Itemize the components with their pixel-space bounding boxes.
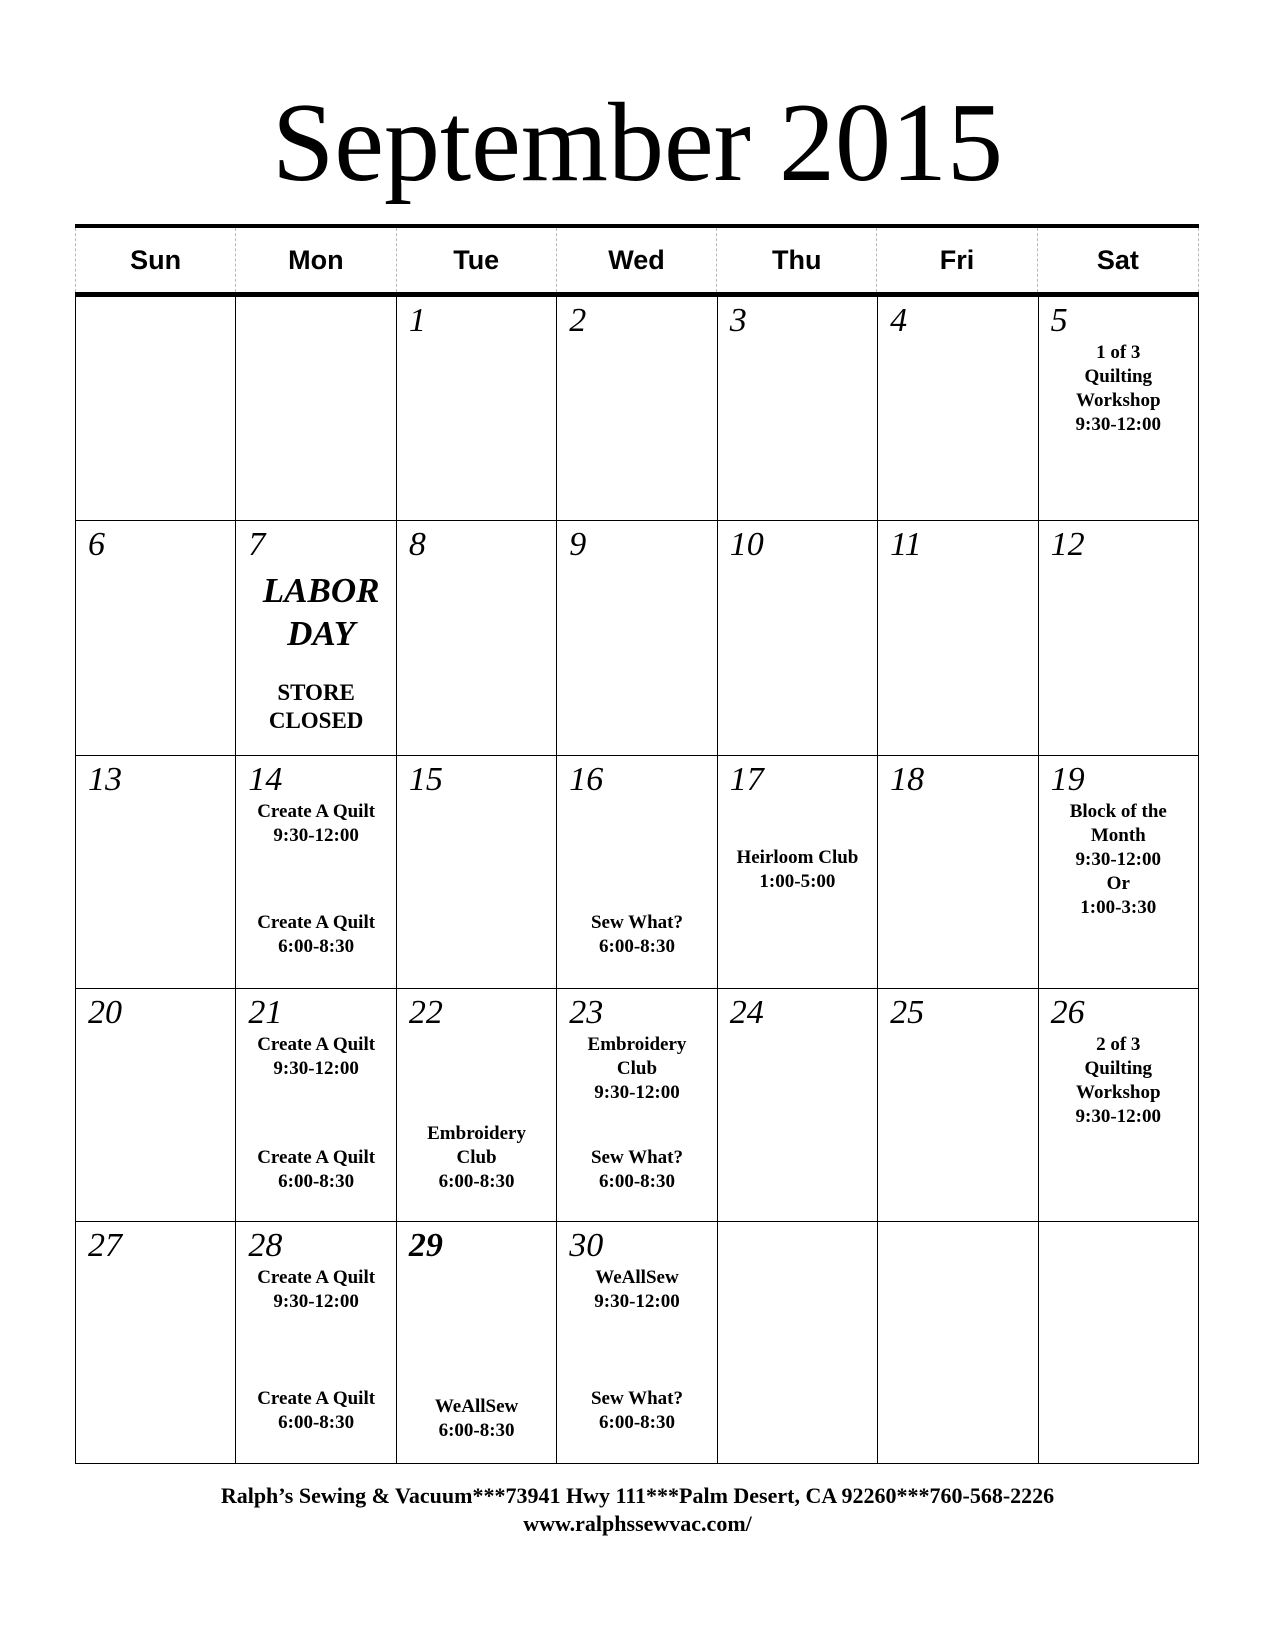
day-number: 7 [248, 526, 266, 563]
day-cell-17 [718, 756, 878, 989]
empty-day-cell [878, 1222, 1038, 1464]
empty-day-cell [1039, 1222, 1199, 1464]
store-address-line: Ralph’s Sewing & Vacuum***73941 Hwy 111***Palm Desert, CA 92260***760-568-2226 [220, 1483, 1055, 1508]
day-number: 5 [1050, 302, 1068, 339]
day-grid [75, 296, 1199, 1464]
day-number: 18 [890, 761, 925, 798]
day-number: 28 [248, 1227, 283, 1264]
day-number: 30 [569, 1227, 604, 1264]
calendar-event: Sew What? 6:00-8:30 [590, 912, 683, 957]
day-number: 19 [1050, 761, 1085, 798]
day-cell-28 [236, 1222, 396, 1464]
calendar-event: WeAllSew 9:30-12:00 [594, 1267, 680, 1312]
store-website: www.ralphssewvac.com/ [523, 1511, 752, 1536]
day-cell-2 [557, 297, 717, 521]
empty-day-cell [236, 297, 396, 521]
day-cell-14 [236, 756, 396, 989]
day-number: 25 [890, 994, 925, 1031]
day-number: 24 [729, 994, 764, 1031]
day-number: 20 [88, 994, 122, 1031]
empty-day-cell [76, 297, 236, 521]
calendar-title: September 2015 [272, 81, 1003, 205]
calendar-event: Create A Quilt 9:30-12:00 [257, 1034, 376, 1079]
day-cell-9 [557, 521, 717, 756]
weekday-header-wed: Wed [557, 228, 717, 292]
day-number: 22 [408, 994, 443, 1031]
day-cell-7 [236, 521, 396, 756]
day-cell-21 [236, 989, 396, 1222]
weekday-header-tue: Tue [397, 228, 557, 292]
day-number: 2 [569, 302, 587, 339]
calendar-event: Embroidery Club 6:00-8:30 [427, 1123, 526, 1192]
calendar-event: Create A Quilt 6:00-8:30 [257, 1388, 376, 1433]
day-cell-29 [397, 1222, 557, 1464]
calendar-event: 2 of 3 Quilting Workshop 9:30-12:00 [1075, 1034, 1162, 1127]
day-cell-30 [557, 1222, 717, 1464]
calendar-event: Embroidery Club 9:30-12:00 [587, 1034, 687, 1103]
empty-day-cell [718, 1222, 878, 1464]
calendar-event: Sew What? 6:00-8:30 [590, 1388, 683, 1433]
day-cell-12 [1039, 521, 1199, 756]
day-number: 14 [248, 761, 283, 798]
day-number: 16 [569, 761, 604, 798]
day-cell-22 [397, 989, 557, 1222]
day-cell-11 [878, 521, 1038, 756]
day-cell-25 [878, 989, 1038, 1222]
day-cell-27 [76, 1222, 236, 1464]
day-number: 1 [408, 302, 426, 339]
calendar-event: Create A Quilt 9:30-12:00 [257, 1267, 376, 1312]
day-cell-19 [1039, 756, 1199, 989]
store-footer [0, 1482, 1275, 1538]
weekday-header-mon: Mon [236, 228, 396, 292]
day-cell-23 [557, 989, 717, 1222]
day-cell-3 [718, 297, 878, 521]
day-number: 26 [1050, 994, 1085, 1031]
weekday-header-fri: Fri [877, 228, 1037, 292]
day-cell-13 [76, 756, 236, 989]
day-number: 11 [890, 526, 922, 563]
day-cell-4 [878, 297, 1038, 521]
day-cell-18 [878, 756, 1038, 989]
day-cell-6 [76, 521, 236, 756]
calendar-event: Create A Quilt 6:00-8:30 [257, 912, 376, 957]
day-number: 17 [729, 761, 764, 798]
calendar-event: Sew What? 6:00-8:30 [590, 1147, 683, 1192]
day-number: 3 [729, 302, 747, 339]
weekday-header-sat: Sat [1096, 244, 1139, 275]
day-number: 12 [1050, 526, 1085, 563]
weekday-header-sun: Sun [76, 228, 236, 292]
day-cell-15 [397, 756, 557, 989]
day-cell-10 [718, 521, 878, 756]
calendar-event: LABOR DAY [262, 571, 380, 653]
calendar-event: STORE CLOSED [268, 680, 364, 733]
day-number: 21 [248, 994, 283, 1031]
day-cell-8 [397, 521, 557, 756]
calendar-event: WeAllSew 6:00-8:30 [434, 1396, 519, 1441]
day-cell-24 [718, 989, 878, 1222]
day-number: 13 [88, 761, 122, 798]
calendar-event: Create A Quilt 6:00-8:30 [257, 1147, 376, 1192]
calendar-event: Create A Quilt 9:30-12:00 [257, 801, 376, 846]
day-number: 4 [890, 302, 908, 339]
day-number: 9 [569, 526, 587, 563]
month-calendar [75, 224, 1199, 1464]
weekday-header-row [75, 228, 1199, 292]
calendar-event: Heirloom Club 1:00-5:00 [736, 847, 859, 892]
calendar-event: 1 of 3 Quilting Workshop 9:30-12:00 [1075, 342, 1162, 435]
day-number: 23 [569, 994, 604, 1031]
day-cell-1 [397, 297, 557, 521]
day-cell-26 [1039, 989, 1199, 1222]
day-cell-16 [557, 756, 717, 989]
day-number: 15 [408, 761, 443, 798]
day-number: 27 [88, 1227, 122, 1264]
calendar-event: Block of the Month 9:30-12:00 Or 1:00-3:30 [1069, 801, 1167, 918]
day-number: 6 [88, 526, 105, 563]
day-cell-20 [76, 989, 236, 1222]
day-cell-5 [1039, 297, 1199, 521]
weekday-header-thu: Thu [717, 228, 877, 292]
day-number: 10 [729, 526, 764, 563]
day-number: 8 [408, 526, 426, 563]
day-number: 29 [408, 1227, 443, 1264]
